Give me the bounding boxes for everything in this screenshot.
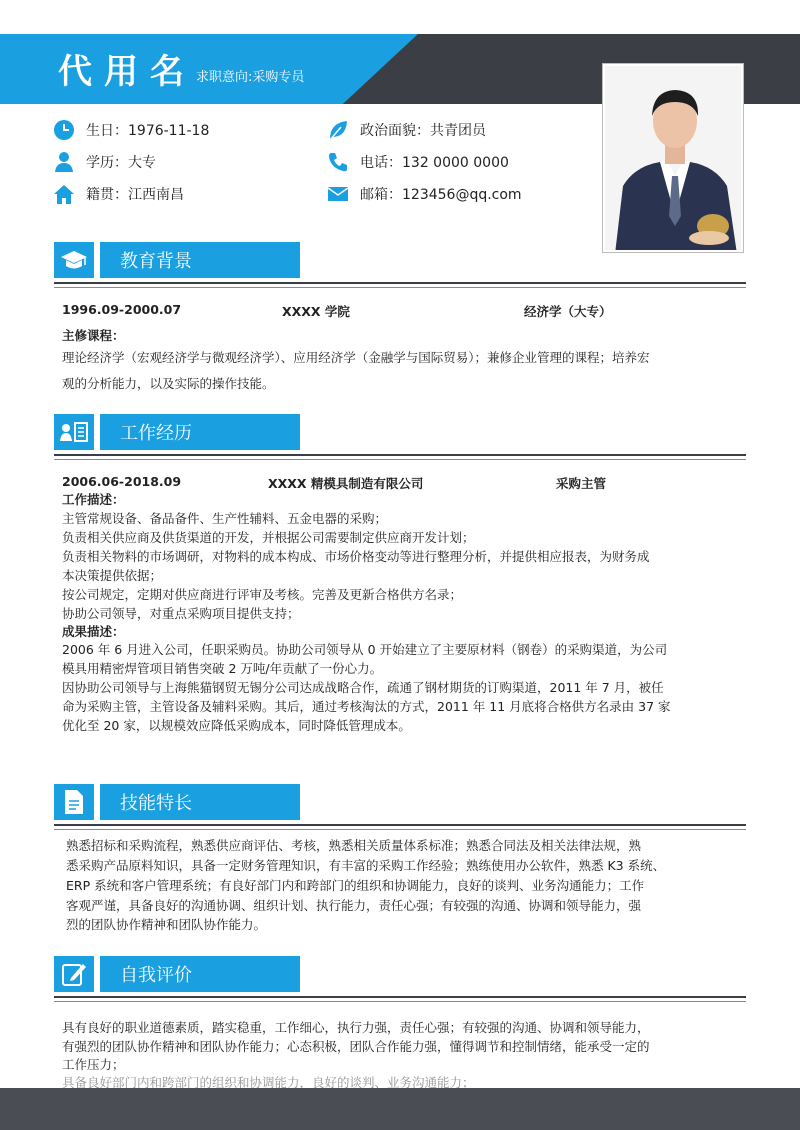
education-rule <box>54 282 746 284</box>
work-desc-line: 主管常规设备、备品备件、生产性辅料、五金电器的采购； <box>62 511 388 526</box>
skills-line: 客观严谨，具备良好的沟通协调、组织计划、执行能力，责任心强；有较强的沟通、协调和领导能力，强 <box>66 898 642 913</box>
work-desc-line: 协助公司领导，对重点采购项目提供支持； <box>62 606 300 621</box>
leaf-icon <box>326 118 350 142</box>
work-position: 采购主管 <box>556 476 607 491</box>
footer-fade <box>0 1072 800 1088</box>
skills-line: ERP 系统和客户管理系统；有良好部门内和跨部门的组织和协调能力，良好的谈判、业务沟通能力；工作 <box>66 878 645 893</box>
id-card-icon <box>59 421 89 443</box>
self-line: 工作压力； <box>62 1057 125 1072</box>
work-company: XXXX 精模具制造有限公司 <box>268 476 424 491</box>
clock-icon <box>52 118 76 142</box>
work-period: 2006.06-2018.09 <box>62 474 182 489</box>
self-line: 具有良好的职业道德素质，踏实稳重，工作细心，执行力强，责任心强；有较强的沟通、协调和领导能力， <box>62 1020 650 1035</box>
phone-text: 电话：132 0000 0000 <box>360 155 509 171</box>
phone-icon <box>326 150 350 174</box>
work-rule <box>54 454 746 456</box>
work-section-icon <box>54 414 94 450</box>
envelope-icon <box>326 182 350 206</box>
email-text: 邮箱：123456@qq.com <box>360 187 522 203</box>
work-section-title: 工作经历 <box>100 414 300 450</box>
work-result-label: 成果描述： <box>62 624 125 639</box>
self-line: 有强烈的团队协作精神和团队协作能力；心态积极，团队合作能力强，懂得调节和控制情绪，能承受一定的 <box>62 1039 650 1054</box>
birth-text: 生日：1976-11-18 <box>86 123 210 139</box>
work-desc-line: 负责相关物料的市场调研，对物料的成本构成、市场价格变动等进行整理分析，并提供相应报表，为财务成 <box>62 549 650 564</box>
info-politics <box>326 118 486 142</box>
info-origin <box>52 182 184 206</box>
footer-band <box>0 1088 800 1130</box>
person-icon <box>52 150 76 174</box>
graduation-cap-icon <box>60 249 88 271</box>
work-result-line: 优化至 20 家，以规模效应降低采购成本，同时降低管理成本。 <box>62 718 411 733</box>
work-desc-line: 负责相关供应商及供货渠道的开发，并根据公司需要制定供应商开发计划； <box>62 530 475 545</box>
self-rule-thin <box>54 1001 746 1002</box>
job-intent: 求职意向:采购专员 <box>196 70 305 85</box>
edu-text: 学历：大专 <box>86 155 156 171</box>
edu-period: 1996.09-2000.07 <box>62 302 182 317</box>
work-result-line: 命为采购主管，主管设备及辅料采购。其后，通过考核淘汰的方式，2011 年 11 月底将合格供方名录由 37 家 <box>62 699 671 714</box>
work-result-line: 因协助公司领导与上海熊猫钢贸无锡分公司达成战略合作，疏通了钢材期货的订购渠道，2011 年 7 月，被任 <box>62 680 664 695</box>
work-result-line: 模具用精密焊管项目销售突破 2 万吨/年贡献了一份心力。 <box>62 661 383 676</box>
edu-major: 经济学（大专） <box>524 304 612 319</box>
info-email <box>326 182 522 206</box>
work-result-line: 2006 年 6 月进入公司，任职采购员。协助公司领导从 0 开始建立了主要原材料（钢卷）的采购渠道，为公司 <box>62 642 668 657</box>
work-desc-line: 本决策提供依据； <box>62 568 163 583</box>
skills-rule <box>54 824 746 826</box>
education-section-title: 教育背景 <box>100 242 300 278</box>
info-phone <box>326 150 509 174</box>
skills-line: 悉采购产品原料知识，具备一定财务管理知识，有丰富的采购工作经验；熟练使用办公软件，熟悉 K3 系统、 <box>66 858 666 873</box>
skills-section-icon <box>54 784 94 820</box>
work-rule-thin <box>54 459 746 460</box>
origin-text: 籍贯：江西南昌 <box>86 187 184 203</box>
work-desc-label: 工作描述： <box>62 492 125 507</box>
edu-school: XXXX 学院 <box>282 304 350 319</box>
skills-rule-thin <box>54 829 746 830</box>
profile-photo <box>603 64 743 252</box>
skills-line: 熟悉招标和采购流程，熟悉供应商评估、考核，熟悉相关质量体系标准；熟悉合同法及相关法律法规，熟 <box>66 838 642 853</box>
home-icon <box>52 182 76 206</box>
info-birth <box>52 118 209 142</box>
candidate-name: 代用名 <box>58 52 196 92</box>
skills-section-title: 技能特长 <box>100 784 300 820</box>
info-edu <box>52 150 156 174</box>
politics-text: 政治面貌：共青团员 <box>360 123 486 139</box>
education-rule-thin <box>54 287 746 288</box>
document-icon <box>63 789 85 815</box>
self-rule <box>54 996 746 998</box>
skills-line: 烈的团队协作精神和团队协作能力。 <box>66 917 267 932</box>
work-desc-line: 按公司规定，定期对供应商进行评审及考核。完善及更新合格供方名录； <box>62 587 463 602</box>
self-section-title: 自我评价 <box>100 956 300 992</box>
courses-line-1: 理论经济学（宏观经济学与微观经济学）、应用经济学（金融学与国际贸易）；兼修企业管理的课程；培养宏 <box>62 350 650 365</box>
self-section-icon <box>54 956 94 992</box>
courses-line-2: 观的分析能力，以及实际的操作技能。 <box>62 376 275 391</box>
edit-icon <box>61 961 87 987</box>
courses-label: 主修课程： <box>62 328 125 343</box>
education-section-icon <box>54 242 94 278</box>
